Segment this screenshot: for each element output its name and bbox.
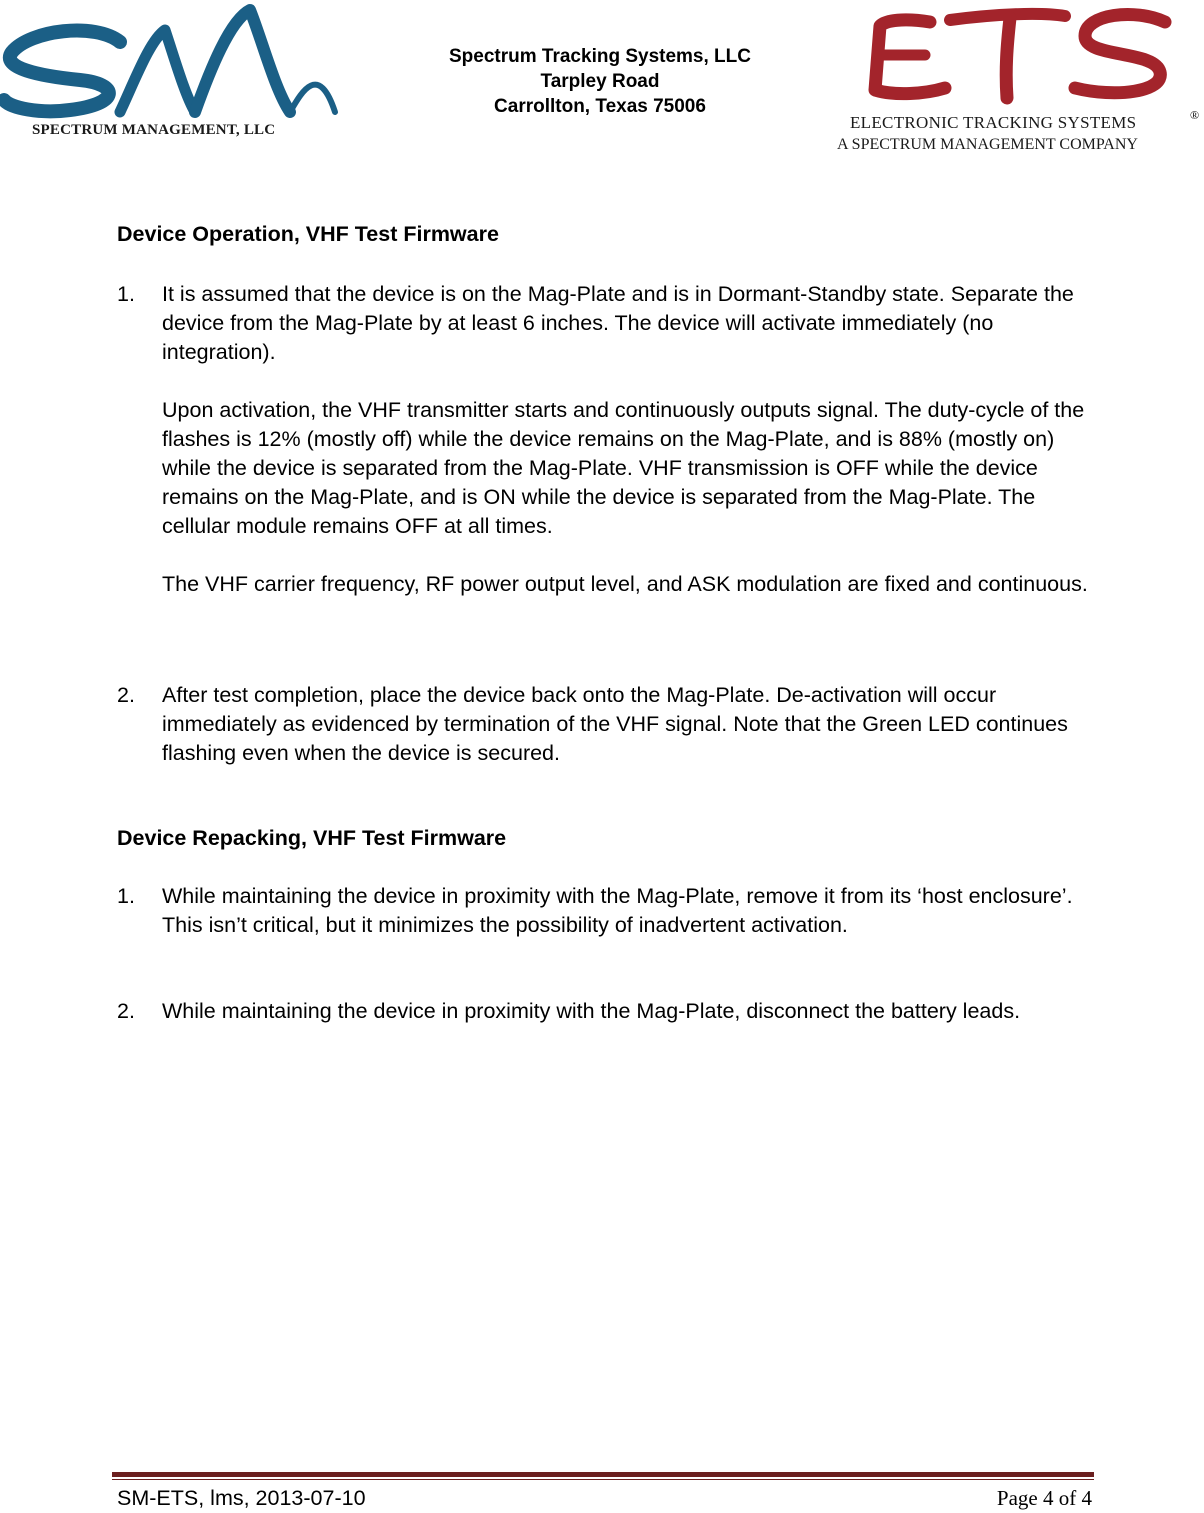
list-item-number: 1. (117, 282, 135, 306)
logo-left-caption: SPECTRUM MANAGEMENT, LLC (32, 122, 276, 138)
list-item (117, 882, 1097, 940)
company-name: Spectrum Tracking Systems, LLC (449, 46, 751, 67)
list-item (117, 997, 1097, 1026)
footer-rule (112, 1472, 1094, 1480)
list-item (117, 681, 1097, 768)
paragraph: While maintaining the device in proximity with the Mag-Plate, disconnect the battery leads. (162, 999, 1021, 1023)
sm-logo-mark (0, 0, 345, 125)
logo-right-line1: ELECTRONIC TRACKING SYSTEMS (850, 113, 1137, 132)
footer-page-number: Page 4 of 4 (996, 1486, 1092, 1510)
paragraph: The VHF carrier frequency, RF power output level, and ASK modulation are fixed and continuous. (162, 572, 1088, 596)
list-item-number: 2. (117, 999, 135, 1023)
list-item-number: 2. (117, 683, 135, 707)
footer-rule-thin (112, 1479, 1094, 1480)
ets-logo-mark (835, 0, 1204, 108)
spectrum-management-logo (0, 0, 345, 145)
footer-doc-ref: SM-ETS, lms, 2013-07-10 (117, 1486, 366, 1510)
list-item (117, 280, 1097, 599)
company-address-block (420, 44, 780, 119)
ets-logo (835, 0, 1204, 160)
section-title-device-operation: Device Operation, VHF Test Firmware (117, 222, 499, 246)
section-title-device-repacking: Device Repacking, VHF Test Firmware (117, 826, 507, 850)
logo-right-line2: A SPECTRUM MANAGEMENT COMPANY (837, 136, 1138, 153)
registered-mark: ® (1190, 108, 1200, 122)
paragraph: It is assumed that the device is on the Mag-Plate and is in Dormant-Standby state. Separate the device from the Mag-Plate by at least 6 inches. The device will activate immediately (no integration). (162, 282, 1074, 364)
company-street: Tarpley Road (540, 71, 660, 92)
list-item-number: 1. (117, 884, 135, 908)
paragraph: After test completion, place the device back onto the Mag-Plate. De-activation will occur immediately as evidenced by termination of the VHF signal. Note that the Green LED continues flashing even when the device is secured. (162, 683, 1068, 765)
company-city: Carrollton, Texas 75006 (494, 96, 706, 117)
footer-rule-thick (112, 1472, 1094, 1477)
paragraph: Upon activation, the VHF transmitter starts and continuously outputs signal. The duty-cycle of the flashes is 12% (mostly off) while the device remains on the Mag-Plate, and is 88% (mostly on) while the device is separated from the Mag-Plate. VHF transmission is OFF while the device remains on the Mag-Plate, and is ON while the device is separated from the Mag-Plate. The cellular module remains OFF at all times. (162, 398, 1085, 538)
paragraph: While maintaining the device in proximity with the Mag-Plate, remove it from its ‘host enclosure’. This isn’t critical, but it minimizes the possibility of inadvertent activation. (162, 884, 1073, 937)
